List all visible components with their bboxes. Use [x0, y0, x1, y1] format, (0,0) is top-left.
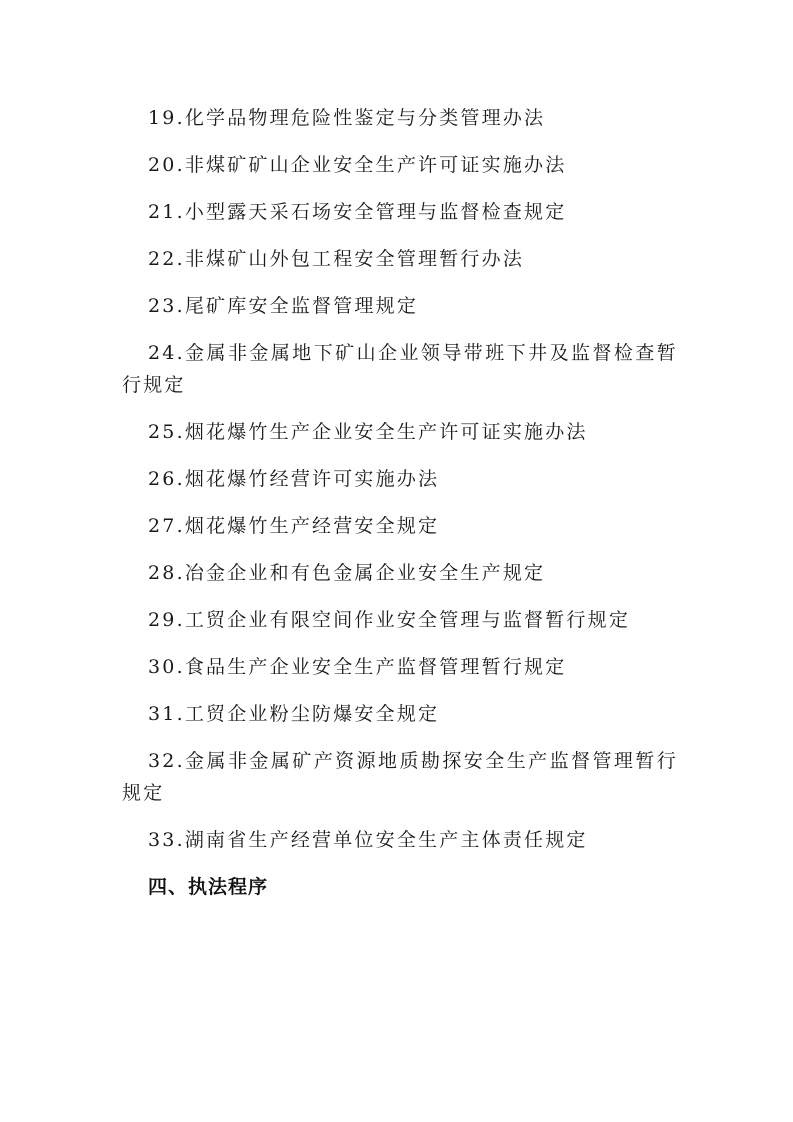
list-item: 31.工贸企业粉尘防爆安全规定: [148, 703, 440, 725]
list-item: 30.食品生产企业安全生产监督管理暂行规定: [148, 656, 567, 678]
list-item: 21.小型露天采石场安全管理与监督检查规定: [148, 201, 567, 223]
list-item: 19.化学品物理危险性鉴定与分类管理办法: [148, 107, 546, 129]
list-item: 33.湖南省生产经营单位安全生产主体责任规定: [148, 829, 588, 851]
list-item: 32.金属非金属矿产资源地质勘探安全生产监督管理暂行规定: [122, 750, 678, 804]
list-item: 29.工贸企业有限空间作业安全管理与监督暂行规定: [148, 609, 631, 631]
list-item: 24.金属非金属地下矿山企业领导带班下井及监督检查暂行规定: [122, 342, 678, 396]
regulation-list: [122, 102, 678, 903]
list-item: 23.尾矿库安全监督管理规定: [148, 295, 419, 317]
list-item: 28.冶金企业和有色金属企业安全生产规定: [148, 562, 546, 584]
list-item: 22.非煤矿山外包工程安全管理暂行办法: [148, 248, 525, 270]
section-heading: 四、执法程序: [148, 876, 269, 898]
list-item: 27.烟花爆竹生产经营安全规定: [148, 515, 440, 537]
list-item: 26.烟花爆竹经营许可实施办法: [148, 468, 440, 490]
list-item: 25.烟花爆竹生产企业安全生产许可证实施办法: [148, 421, 588, 443]
list-item: 20.非煤矿矿山企业安全生产许可证实施办法: [148, 154, 567, 176]
